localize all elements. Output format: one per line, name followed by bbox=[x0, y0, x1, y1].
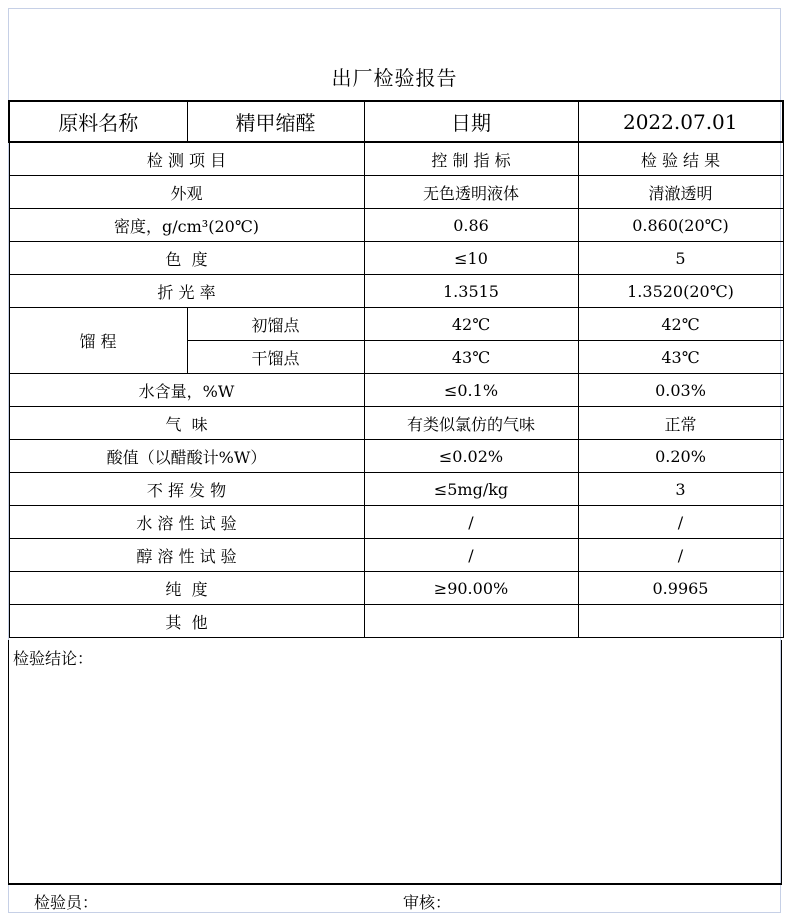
row-item: 初馏点 bbox=[187, 308, 364, 341]
row-item: 不 挥 发 物 bbox=[9, 473, 364, 506]
table-row bbox=[9, 308, 783, 341]
row-item: 醇 溶 性 试 验 bbox=[9, 539, 364, 572]
row-item: 其 他 bbox=[9, 605, 364, 638]
row-spec[interactable]: ≤5mg/kg bbox=[364, 473, 578, 506]
row-result[interactable]: 0.9965 bbox=[578, 572, 783, 605]
reviewer-label: 审核： bbox=[403, 893, 452, 912]
row-result[interactable]: 43℃ bbox=[578, 341, 783, 374]
conclusion-box[interactable] bbox=[8, 640, 782, 885]
material-value[interactable]: 精甲缩醛 bbox=[187, 101, 364, 142]
row-item: 色 度 bbox=[9, 242, 364, 275]
row-item: 密度，g/cm³(20℃) bbox=[9, 209, 364, 242]
column-header-item: 检 测 项 目 bbox=[9, 142, 364, 176]
row-spec[interactable]: ≥90.00% bbox=[364, 572, 578, 605]
row-result[interactable]: 1.3520(20℃) bbox=[578, 275, 783, 308]
row-spec[interactable]: 42℃ bbox=[364, 308, 578, 341]
table-row bbox=[9, 572, 783, 605]
table-row bbox=[9, 209, 783, 242]
header-row bbox=[9, 101, 783, 142]
row-spec[interactable]: / bbox=[364, 506, 578, 539]
material-label: 原料名称 bbox=[9, 101, 187, 142]
row-result[interactable]: 42℃ bbox=[578, 308, 783, 341]
row-spec[interactable]: 有类似氯仿的气味 bbox=[364, 407, 578, 440]
row-result[interactable]: 0.860(20℃) bbox=[578, 209, 783, 242]
column-header-result: 检 验 结 果 bbox=[578, 142, 783, 176]
row-item: 酸值（以醋酸计%W） bbox=[9, 440, 364, 473]
table-row bbox=[9, 275, 783, 308]
row-item: 纯 度 bbox=[9, 572, 364, 605]
row-result[interactable]: 0.20% bbox=[578, 440, 783, 473]
table-row bbox=[9, 440, 783, 473]
row-spec[interactable]: 0.86 bbox=[364, 209, 578, 242]
date-label: 日期 bbox=[364, 101, 578, 142]
inspector-label: 检验员： bbox=[34, 893, 99, 912]
row-spec[interactable]: 1.3515 bbox=[364, 275, 578, 308]
row-spec[interactable]: 43℃ bbox=[364, 341, 578, 374]
row-item: 折 光 率 bbox=[9, 275, 364, 308]
row-item: 水 溶 性 试 验 bbox=[9, 506, 364, 539]
row-spec[interactable]: 无色透明液体 bbox=[364, 176, 578, 209]
row-spec[interactable] bbox=[364, 605, 578, 638]
table-row bbox=[9, 242, 783, 275]
table-row bbox=[9, 407, 783, 440]
conclusion-label: 检验结论： bbox=[13, 649, 94, 668]
report-title: 出厂检验报告 bbox=[331, 66, 458, 90]
row-item: 水含量，%W bbox=[9, 374, 364, 407]
row-result[interactable]: 3 bbox=[578, 473, 783, 506]
row-result[interactable]: / bbox=[578, 506, 783, 539]
row-result[interactable]: 0.03% bbox=[578, 374, 783, 407]
table-row bbox=[9, 506, 783, 539]
row-spec[interactable]: / bbox=[364, 539, 578, 572]
row-spec[interactable]: ≤10 bbox=[364, 242, 578, 275]
row-result[interactable]: / bbox=[578, 539, 783, 572]
column-header-row bbox=[9, 142, 783, 176]
row-result[interactable]: 清澈透明 bbox=[578, 176, 783, 209]
row-result[interactable]: 5 bbox=[578, 242, 783, 275]
table-row bbox=[9, 605, 783, 638]
row-result[interactable]: 正常 bbox=[578, 407, 783, 440]
row-item: 气 味 bbox=[9, 407, 364, 440]
table-row bbox=[9, 473, 783, 506]
row-item: 外观 bbox=[9, 176, 364, 209]
report-table bbox=[8, 100, 782, 638]
row-spec[interactable]: ≤0.02% bbox=[364, 440, 578, 473]
table-row bbox=[9, 374, 783, 407]
row-result[interactable] bbox=[578, 605, 783, 638]
row-spec[interactable]: ≤0.1% bbox=[364, 374, 578, 407]
table-row bbox=[9, 176, 783, 209]
row-group-distillation: 馏 程 bbox=[9, 308, 187, 374]
column-header-spec: 控 制 指 标 bbox=[364, 142, 578, 176]
table-row bbox=[9, 539, 783, 572]
row-item: 干馏点 bbox=[187, 341, 364, 374]
date-value[interactable]: 2022.07.01 bbox=[578, 101, 783, 142]
